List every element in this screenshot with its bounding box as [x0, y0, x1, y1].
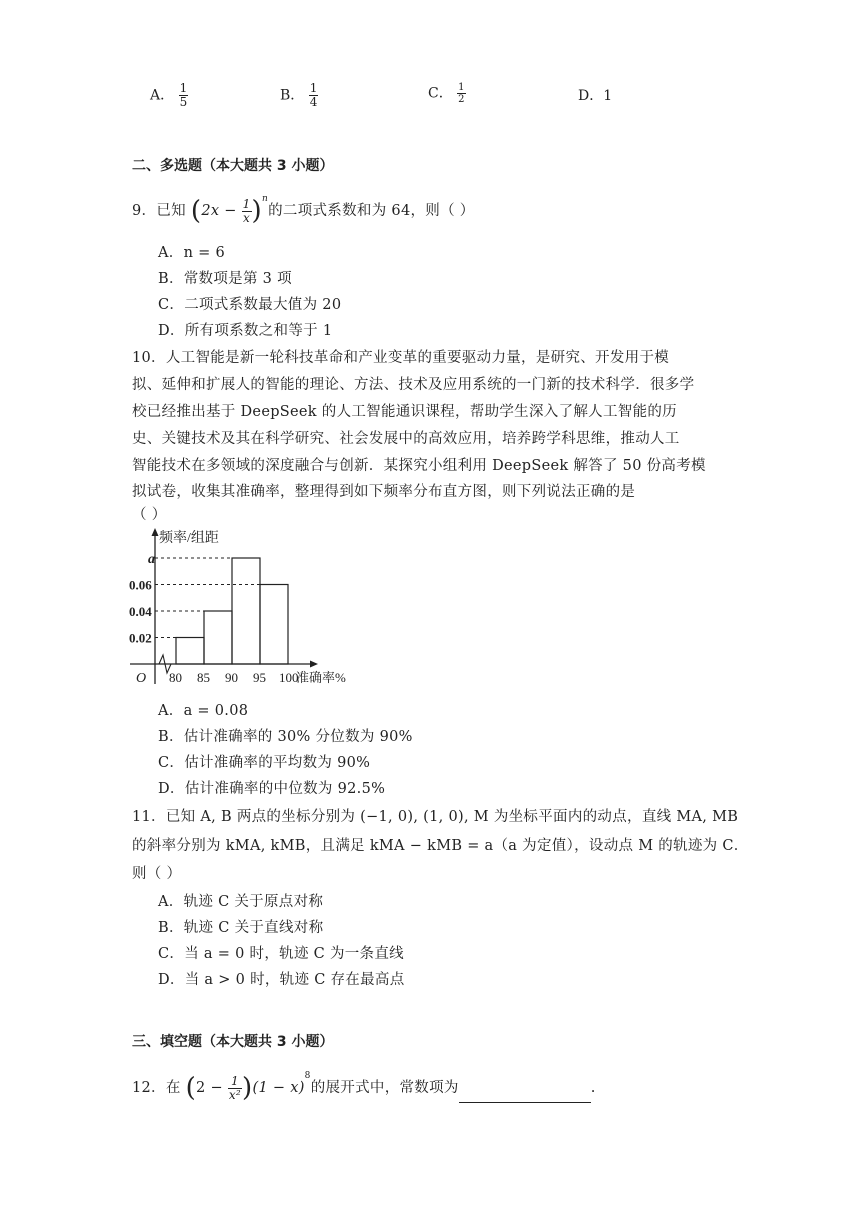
q10-option-b[interactable]: B．估计准确率的 30% 分位数为 90% [158, 729, 413, 745]
fraction: $\frac{1}{5}$ [179, 81, 188, 109]
q11-option-a[interactable]: A．轨迹 C 关于原点对称 [158, 894, 324, 910]
x-tick-label: 90 [225, 670, 238, 685]
y-tick-label: 0.02 [129, 630, 152, 646]
q9-option-d[interactable]: D．所有项系数之和等于 1 [158, 323, 333, 339]
fraction: $\frac{1}{x}$ [242, 196, 251, 225]
q9-option-b[interactable]: B．常数项是第 3 项 [158, 271, 292, 287]
q10-stem-line-1: 10．人工智能是新一轮科技革命和产业变革的重要驱动力量，是研究、开发用于模 [132, 350, 670, 366]
q10-stem-line-7: （ ） [132, 507, 167, 523]
q12-stem: 12．在 (2 − $\frac{1}{\text{x²}}$ )$(1 - x)^8$的展开式中，常数项为 . [132, 1071, 596, 1103]
x-tick-label: 100 [279, 670, 299, 685]
q11-option-c[interactable]: C．当 a = 0 时，轨迹 C 为一条直线 [158, 946, 404, 962]
q11-stem-line-2: 的斜率分别为 kMA, kMB，且满足 kMA − kMB = a（a 为定值），设动点 M 的轨迹为 C． [132, 838, 749, 854]
q10-stem-line-4: 史、关键技术及其在科学研究、社会发展中的高效应用，培养跨学科思维，推动人工 [132, 431, 680, 447]
q10-stem-line-6: 拟试卷，收集其准确率，整理得到如下频率分布直方图，则下列说法正确的是 [132, 484, 636, 500]
y-tick-label: 0.06 [129, 577, 152, 593]
x-axis-arrow [310, 661, 318, 668]
answer-blank[interactable] [459, 1088, 591, 1103]
q8-option-c[interactable]: C． $\frac{1}{2}$ [428, 82, 465, 105]
q11-option-d[interactable]: D．当 a > 0 时，轨迹 C 存在最高点 [158, 972, 405, 988]
q10-option-d[interactable]: D．估计准确率的中位数为 92.5% [158, 781, 386, 797]
q11-stem-line-3: 则（ ） [132, 866, 182, 882]
x-tick-label: 85 [197, 670, 210, 685]
section-title-fill-in: 三、填空题（本大题共 3 小题） [132, 1034, 334, 1050]
histogram-bar [260, 585, 288, 665]
x-tick-label: 95 [253, 670, 266, 685]
histogram-bar [176, 638, 204, 665]
fraction: $\frac{1}{4}$ [309, 81, 318, 109]
y-axis-arrow [152, 528, 159, 536]
q11-stem-line-1: 11．已知 A, B 两点的坐标分别为 (−1, 0), (1, 0), M 为坐标平面内的动点，直线 MA, MB [132, 809, 739, 825]
q10-stem-line-5: 智能技术在多领域的深度融合与创新．某探究小组利用 DeepSeek 解答了 50 份高考模 [132, 458, 706, 474]
y-tick-label: 0.04 [129, 604, 152, 619]
q8-option-b[interactable]: B． $\frac{1}{4}$ [280, 81, 318, 109]
q9-option-c[interactable]: C．二项式系数最大值为 20 [158, 297, 342, 313]
x-tick-label: 80 [169, 670, 182, 685]
histogram-bar [204, 611, 232, 664]
y-tick-label: a [148, 552, 155, 567]
section-title-multiple-choice: 二、多选题（本大题共 3 小题） [132, 158, 334, 174]
x-axis-label: 准确率% [296, 670, 346, 685]
y-axis-label: 频率/组距 [159, 531, 219, 546]
fraction: $\frac{1}{2}$ [458, 82, 465, 105]
q10-stem-line-3: 校已经推出基于 DeepSeek 的人工智能通识课程，帮助学生深入了解人工智能的历 [132, 404, 677, 420]
q8-option-a[interactable]: A． $\frac{1}{5}$ [150, 81, 188, 109]
histogram-bar [232, 558, 260, 664]
q10-option-a[interactable]: A．a = 0.08 [158, 703, 249, 719]
q9-option-a[interactable]: A．n = 6 [158, 245, 226, 261]
fraction: $\frac{1}{\text{x²}}$ [228, 1073, 242, 1102]
origin-label: O [136, 671, 147, 686]
q10-option-c[interactable]: C．估计准确率的平均数为 90% [158, 755, 371, 771]
frequency-histogram [128, 526, 368, 688]
q9-stem: 9．已知 (2x − $\frac{1}{x}$ )$^n$的二项式系数和为 64，则（ ） [132, 194, 475, 226]
q11-option-b[interactable]: B．轨迹 C 关于直线对称 [158, 920, 324, 936]
q10-stem-line-2: 拟、延伸和扩展人的智能的理论、方法、技术及应用系统的一门新的技术科学．很多学 [132, 377, 695, 393]
q8-option-d[interactable]: D．1 [578, 88, 613, 104]
